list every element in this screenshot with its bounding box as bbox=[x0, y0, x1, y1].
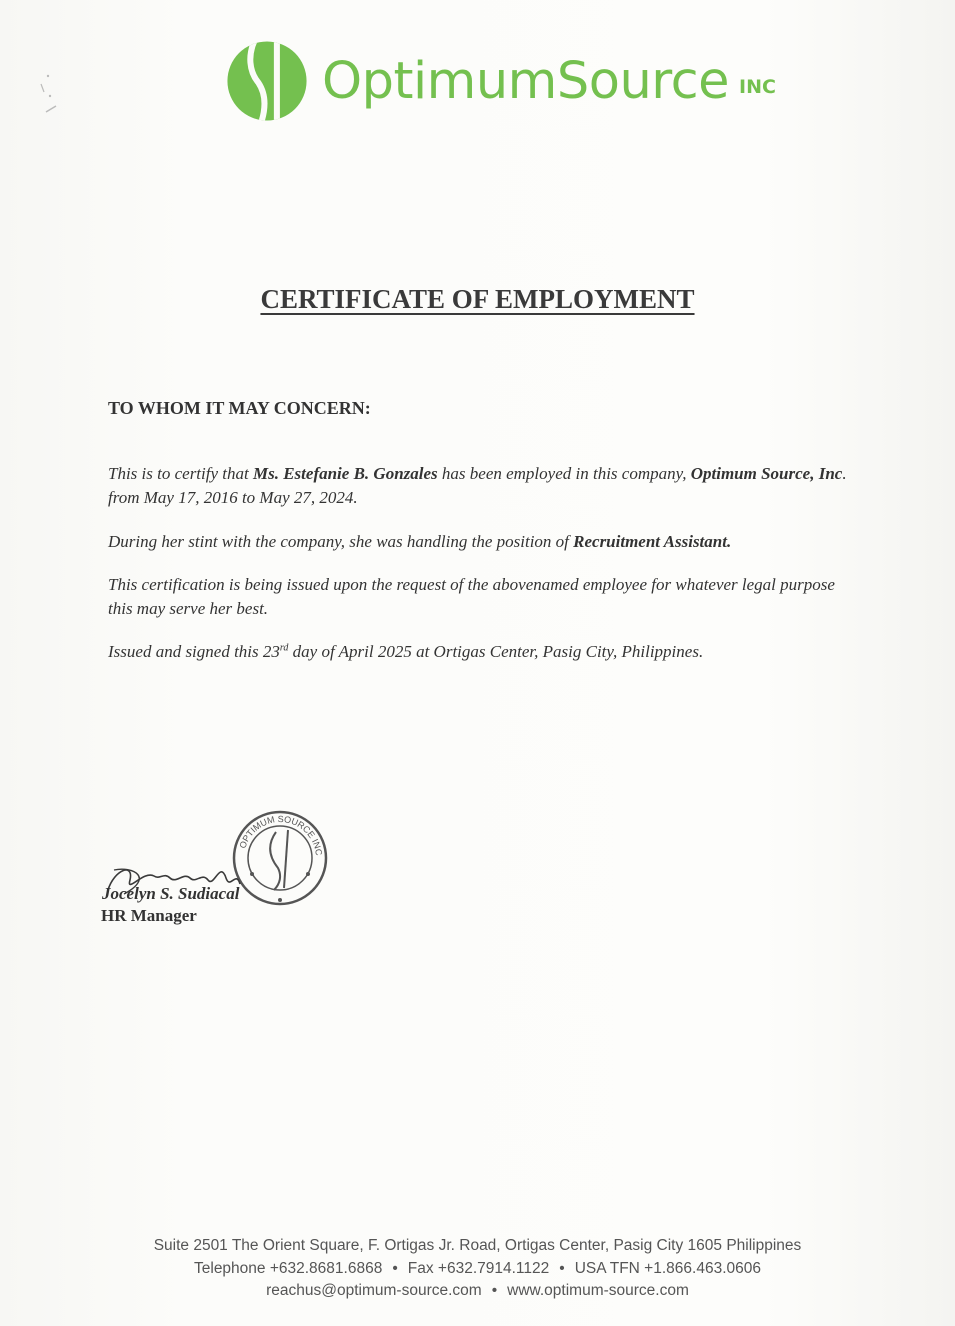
separator: • bbox=[491, 1282, 498, 1299]
page-title bbox=[0, 284, 955, 315]
letterhead-footer bbox=[0, 1235, 955, 1303]
company-suffix: INC bbox=[739, 76, 776, 98]
salutation: TO WHOM IT MAY CONCERN: bbox=[108, 398, 371, 418]
company-reference: Optimum Source, Inc bbox=[690, 464, 843, 483]
text: Issued and signed this 23 bbox=[108, 642, 280, 661]
svg-text:OPTIMUM SOURCE INC: OPTIMUM SOURCE INC bbox=[237, 813, 324, 857]
signatory-name: Jocelyn S. Sudiacal bbox=[102, 884, 240, 903]
fax: Fax +632.7914.1122 bbox=[407, 1259, 550, 1277]
separator: • bbox=[559, 1259, 565, 1277]
signatory-role: HR Manager bbox=[101, 906, 197, 925]
separator: • bbox=[392, 1259, 398, 1277]
employment-dates: . from May 17, 2016 to May 27, 2024. bbox=[108, 464, 847, 507]
footer-contacts bbox=[0, 1280, 955, 1303]
email: reachus@optimum-source.com bbox=[266, 1282, 482, 1299]
website: www.optimum-source.com bbox=[507, 1282, 689, 1299]
footer-address: Suite 2501 The Orient Square, F. Ortigas Jr. Road, Ortigas Center, Pasig City 1605 Philippines bbox=[153, 1237, 802, 1254]
optimum-source-logo-icon bbox=[224, 38, 310, 124]
issuance-paragraph bbox=[108, 640, 848, 664]
certification-paragraph bbox=[108, 462, 848, 510]
text: has been employed in this company, bbox=[437, 464, 691, 483]
employee-name: Ms. Estefanie B. Gonzales bbox=[252, 464, 438, 483]
ordinal-suffix: rd bbox=[279, 642, 289, 654]
text: This is to certify that bbox=[108, 464, 253, 483]
company-logo bbox=[224, 38, 776, 124]
telephone: Telephone +632.8681.6868 bbox=[194, 1259, 383, 1277]
signature-block bbox=[98, 808, 338, 938]
position-title: Recruitment Assistant. bbox=[573, 532, 732, 551]
footer-phones bbox=[0, 1258, 955, 1281]
document-title: CERTIFICATE OF EMPLOYMENT bbox=[260, 284, 695, 314]
scan-artifact-marks bbox=[36, 72, 62, 118]
text: day of April 2025 at Ortigas Center, Pasig City, Philippines. bbox=[288, 642, 704, 661]
position-paragraph bbox=[108, 530, 848, 554]
purpose-paragraph: This certification is being issued upon the request of the abovenamed employee for whatever legal purpose this may serve her best. bbox=[108, 575, 835, 618]
usa-tfn: USA TFN +1.866.463.0606 bbox=[574, 1259, 761, 1277]
company-name: OptimumSource bbox=[322, 51, 730, 111]
text: During her stint with the company, she was handling the position of bbox=[108, 532, 574, 551]
